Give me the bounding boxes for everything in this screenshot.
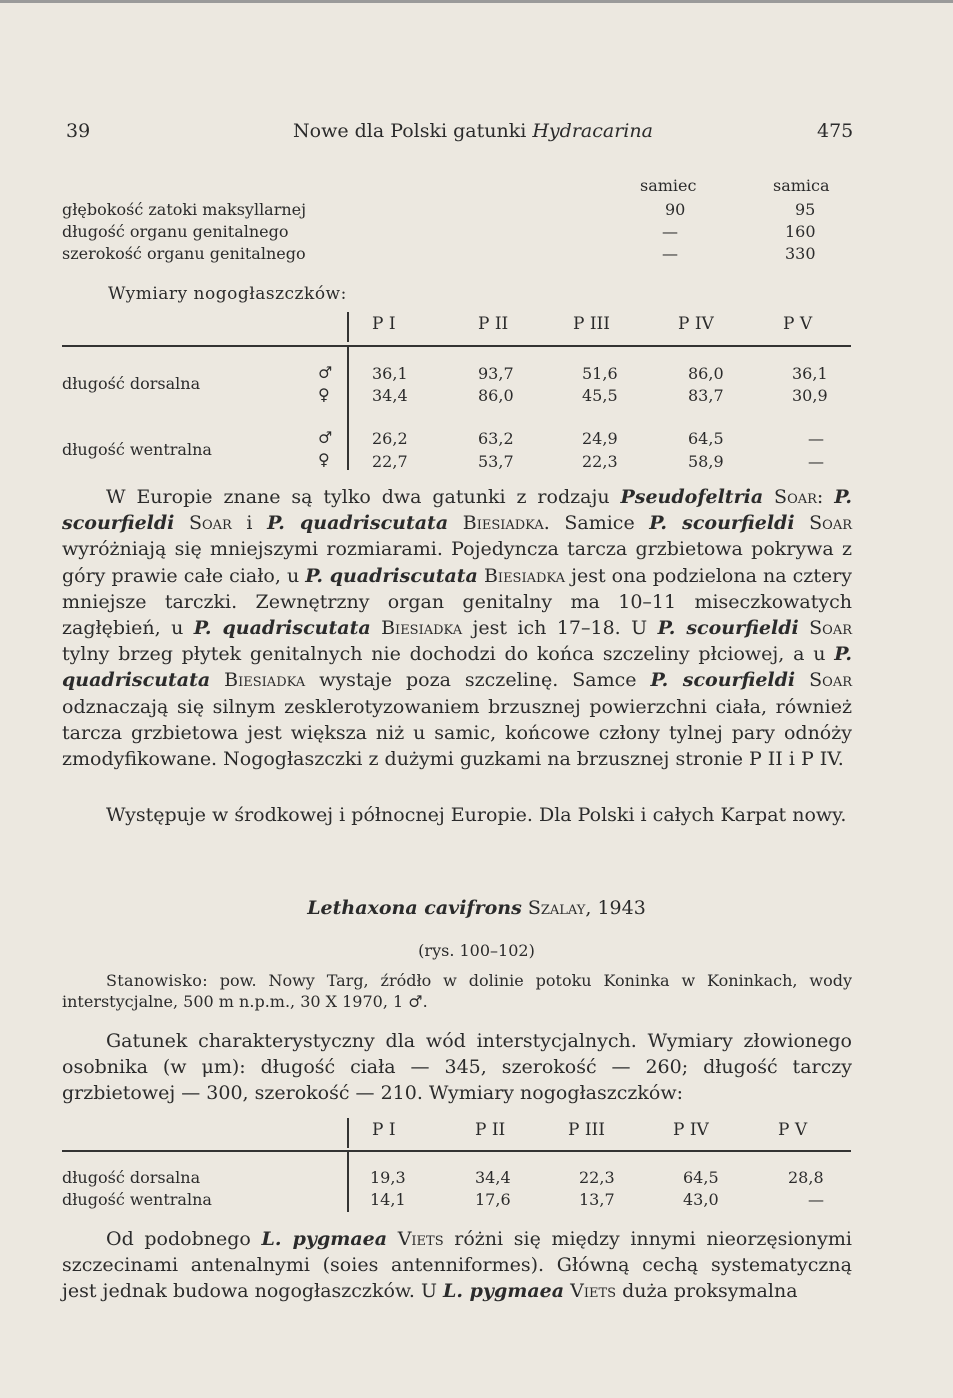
cell-female: 95 [795,200,816,219]
text: duża proksymalna [616,1280,798,1303]
text: W Europie znane są tylko dwa gatunki z rodzaju [106,486,621,508]
cell: 34,4 [372,386,408,405]
table-divider [347,1118,349,1148]
cell: 53,7 [478,452,514,471]
author: Soar [809,512,852,535]
cell: 64,5 [683,1168,719,1187]
species-name: P. scourfieldi [62,486,852,535]
cell: 26,2 [372,429,408,448]
species-name: P. scourfieldi [650,669,796,692]
species-title: Lethaxona cavifrons [307,897,522,919]
col-header-female: samica [773,176,830,195]
cell: 93,7 [478,364,514,383]
text: . [422,992,428,1011]
author: Biesiadka [462,512,544,535]
cell: 43,0 [683,1190,719,1209]
cell: 51,6 [582,364,618,383]
cell-male: 90 [665,200,686,219]
table-divider [347,312,349,342]
col-header: P V [778,1120,808,1140]
cell: 86,0 [688,364,724,383]
cell: 83,7 [688,386,724,405]
cell: 86,0 [478,386,514,405]
cell: 17,6 [475,1190,511,1209]
male-symbol: ♂ [318,363,333,382]
paragraph-pseudofeltria [62,484,852,772]
row-label: głębokość zatoki maksyllarnej [62,200,307,219]
row-label: długość wentralna [62,440,212,459]
species-name: P. scourfieldi [649,512,795,535]
row-label: długość dorsalna [62,374,201,393]
running-title-text: Nowe dla Polski gatunki [293,120,533,142]
text: tylny brzeg płytek genitalnych nie dochodzi do końca szczeliny płciowej, a u [62,643,835,666]
col-header: P III [568,1120,605,1140]
cell: 13,7 [579,1190,615,1209]
page-number-right: 475 [817,120,854,142]
col-header: P III [573,314,610,334]
station-label: Stanowisko: [106,971,208,990]
cell: — [808,452,824,471]
cell: 45,5 [582,386,618,405]
cell: 64,5 [688,429,724,448]
col-header: P I [372,314,396,334]
text: odznaczają się silnym zesklerotyzowaniem brzusznej powierzchni ciała, również tarcza grzbietowa jest większa niż u samic, końcowe człony tylnej pary odnóży zmodyfikowane. Nogogłaszczki z dużymi guzkami na brzusznej stronie P II i P IV. [62,695,852,771]
cell: — [808,429,824,448]
cell: 14,1 [370,1190,406,1209]
table-rule [62,1150,851,1152]
author: Soar [188,512,232,535]
cell-female: 330 [785,244,816,263]
station-info [62,970,852,1012]
text: Od podobnego [106,1228,262,1250]
table2-caption: Wymiary nogogłaszczków: [108,284,347,304]
species-year: , 1943 [585,897,646,919]
cell-female: 160 [785,222,816,241]
male-symbol: ♂ [318,428,333,447]
text: i [231,512,268,535]
author: Soar [809,617,852,640]
author: Soar [809,669,852,692]
species-name: P. quadriscutata [193,617,371,640]
author: Biesiadka [224,669,306,692]
table-divider [347,345,349,470]
female-symbol: ♀ [318,450,330,469]
paragraph-comparison [62,1226,852,1305]
species-author: Szalay [527,897,586,919]
cell-male: — [662,244,678,263]
genus-name: Pseudofeltria [620,486,764,508]
author: Biesiadka [381,617,463,640]
cell-male: — [662,222,678,241]
running-title-italic: Hydracarina [532,120,653,142]
row-label: długość wentralna [62,1190,212,1209]
col-header-male: samiec [640,176,697,195]
paragraph-distribution [62,802,852,828]
cell: 36,1 [792,364,828,383]
species-name: P. quadriscutata [267,512,449,535]
author: Viets [570,1280,617,1303]
cell: 22,7 [372,452,408,471]
page-top-edge [0,0,953,3]
row-label: długość dorsalna [62,1168,201,1187]
table-rule [62,345,851,347]
col-header: P IV [678,314,714,334]
cell: 63,2 [478,429,514,448]
text: jest ona podzielona na cztery mniejsze tarczki. Zewnętrzny organ genitalny ma 10–11 miseczkowatych zagłębień, u [62,564,852,640]
col-header: P II [475,1120,506,1140]
text: Gatunek charakterystyczny dla wód interstycjalnych. Wymiary złowionego osobnika (w μm): długość ciała — 345, szerokość — 260; długość tarczy grzbietowej — 300, szerokość — 210. Wymiary nogogłaszczków: [62,1030,852,1105]
text: . Samice [543,512,650,535]
station-text: pow. Nowy Targ, źródło w dolinie potoku Koninka w Koninkach, wody interstycjalne, 500 m n.p.m., 30 X 1970, 1 [62,971,852,1011]
species-name: P. quadriscutata [305,564,478,587]
col-header: P V [783,314,813,334]
species-name: P. scourfieldi [657,617,799,640]
cell: 24,9 [582,429,618,448]
species-name: P. quadriscutata [62,643,852,692]
text: Występuje w środkowej i północnej Europie. Dla Polski i całych Karpat nowy. [106,804,847,826]
author: Biesiadka [483,564,565,587]
author: Viets [397,1228,444,1250]
text: jest ich 17–18. U [462,617,658,640]
running-title [293,120,653,142]
text: : [816,486,835,508]
cell: 19,3 [370,1168,406,1187]
cell: 36,1 [372,364,408,383]
cell: 22,3 [579,1168,615,1187]
cell: — [808,1190,824,1209]
species-name: L. pygmaea [261,1228,388,1250]
table-divider [347,1150,349,1212]
paragraph-characteristics [62,1028,852,1107]
cell: 28,8 [788,1168,824,1187]
row-label: szerokość organu genitalnego [62,244,306,263]
page-number-left: 39 [66,120,91,142]
cell: 34,4 [475,1168,511,1187]
text: wyróżniają się mniejszymi rozmiarami. Pojedyncza tarcza grzbietowa pokrywa z góry prawie całe ciało, u [62,538,852,587]
row-label: długość organu genitalnego [62,222,289,241]
cell: 22,3 [582,452,618,471]
cell: 30,9 [792,386,828,405]
text: różni się między innymi nieorzęsionymi szczecinami antenalnymi (soies antenniformes). Główną cechą systematyczną jest jednak budowa nogogłaszczków. U [62,1228,852,1303]
text: wystaje poza szczelinę. Samce [305,669,651,692]
species-name: L. pygmaea [443,1280,565,1303]
col-header: P I [372,1120,396,1140]
female-symbol: ♀ [318,385,330,404]
male-symbol: ♂ [408,992,423,1011]
cell: 58,9 [688,452,724,471]
col-header: P IV [673,1120,709,1140]
col-header: P II [478,314,509,334]
figure-reference: (rys. 100–102) [418,941,535,960]
species-heading [0,897,953,919]
author: Soar [774,486,817,508]
